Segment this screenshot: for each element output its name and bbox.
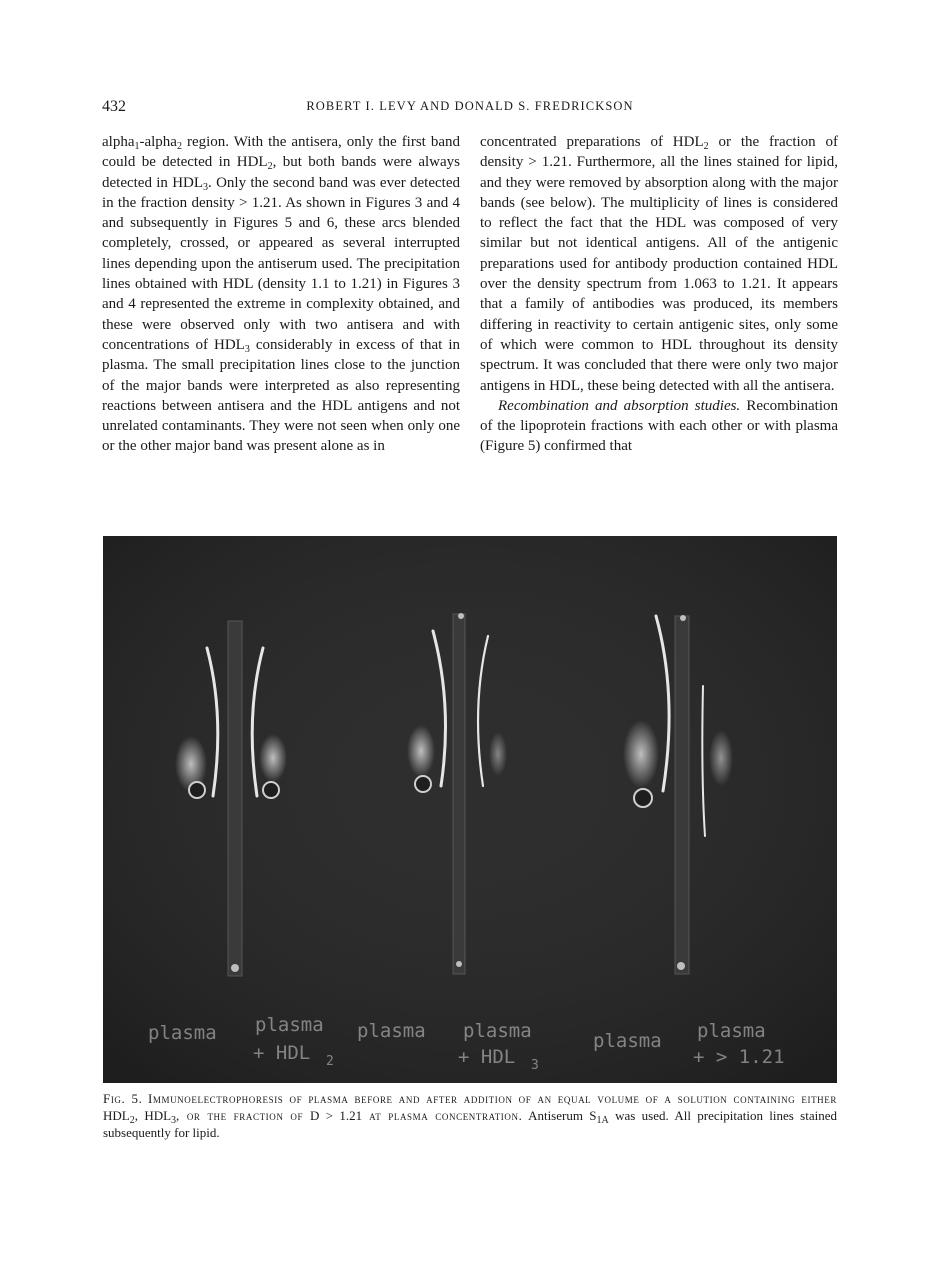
figure-label: + HDL bbox=[458, 1046, 516, 1068]
left-paragraph: alpha$_1$-alpha$_2$ region. With the antisera, only the first band could be detected in $HDL_2$, but both bands were always detected in $HDL_3$. Only the second band was ever detected in the fraction density > 1.21. As shown in Figures 3 and 4 and subsequently in Figures 5 and 6, these arcs blended completely, crossed, or appeared as several interrupted lines depending upon the antiserum used. The precipitation lines obtained with HDL (density 1.1 to 1.21) in Figures 3 and 4 represented the extreme in complexity obtained, and these were observed only with two antisera and with concentrations of $HDL_3$ considerably in excess of that in plasma. The small precipitation lines close to the junction of the major bands were interpreted as also representing reactions between antisera and the HDL antigens and not unrelated contaminants. They were not seen when only one or the other major band was present alone as in bbox=[102, 134, 460, 455]
right-column bbox=[480, 132, 838, 457]
page-header bbox=[102, 98, 838, 118]
figure-label: plasma bbox=[255, 1014, 324, 1036]
figure-5-photograph bbox=[103, 536, 837, 1083]
right-paragraph-2: Recombination and absorption studies. Recombination of the lipoprotein fractions with each other or with plasma (Figure 5) confirmed that bbox=[480, 397, 838, 455]
figure-label: plasma bbox=[463, 1020, 532, 1042]
figure-label: plasma bbox=[357, 1020, 426, 1042]
antiserum-trough-1 bbox=[228, 621, 242, 976]
section-heading: Recombination and absorption studies. bbox=[498, 397, 741, 414]
antiserum-trough-3 bbox=[675, 616, 689, 974]
figure-label: + HDL bbox=[253, 1042, 311, 1064]
left-column bbox=[102, 132, 460, 457]
page-number: 432 bbox=[102, 98, 126, 115]
figure-label: 2 bbox=[326, 1054, 334, 1069]
figure-label: plasma bbox=[148, 1022, 217, 1044]
right-paragraph-1: concentrated preparations of $HDL_2$ or the fraction of density > 1.21. Furthermore, all the lines stained for lipid, and they were removed by absorption along with the major bands (see below). The multiplicity of lines is considered to reflect the fact that the HDL was composed of very similar but not identical antigens. All of the antigenic preparations used for antibody production contained HDL over the density spectrum from 1.063 to 1.21. It appears that a family of antibodies was produced, its members differing in reactivity to certain antigenic sites, only some of which were common to HDL throughout its density spectrum. It was concluded that there were only two major antigens in HDL, these being detected with all the antisera. bbox=[480, 134, 838, 394]
figure-label: plasma bbox=[593, 1030, 662, 1052]
antiserum-trough-2 bbox=[453, 614, 465, 974]
immunoelectrophoresis-plate bbox=[103, 536, 837, 1083]
figure-label: 3 bbox=[531, 1058, 539, 1073]
figure-number: Fig. 5. bbox=[103, 1091, 143, 1106]
figure-label: plasma bbox=[697, 1020, 766, 1042]
running-head: ROBERT I. LEVY AND DONALD S. FREDRICKSON bbox=[306, 99, 634, 113]
figure-label: + > 1.21 bbox=[693, 1046, 785, 1068]
figure-caption: Fig. 5. Immunoelectrophoresis of plasma before and after addition of an equal volume of a solution containing either $HDL_2$, $HDL_3$, or the fraction of D > 1.21 at plasma concentration. Antiserum $S_{1A}$ was used. All precipitation lines stained subsequently for lipid. bbox=[103, 1091, 838, 1140]
